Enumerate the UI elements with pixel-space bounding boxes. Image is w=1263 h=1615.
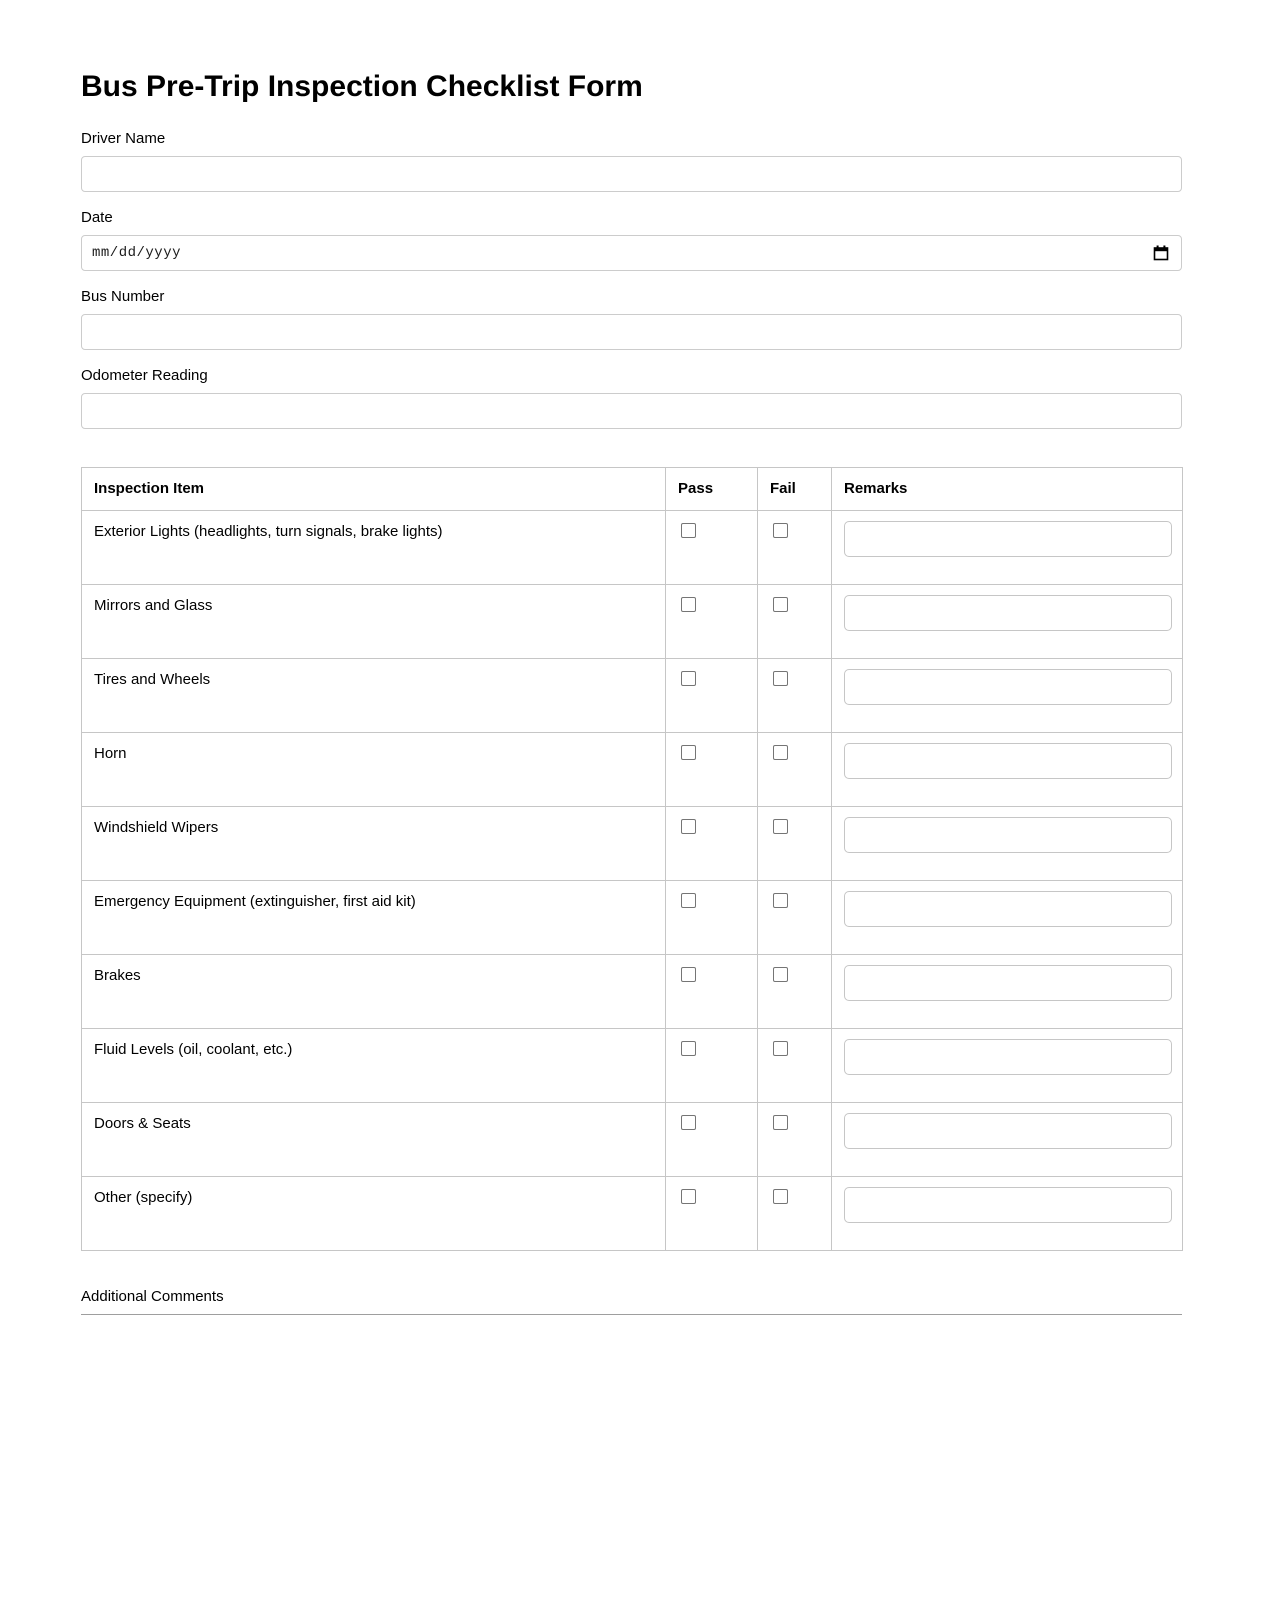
table-row <box>82 659 1183 733</box>
additional-comments-label: Additional Comments <box>81 1288 224 1305</box>
pass-checkbox-cell <box>666 659 758 733</box>
pass-checkbox[interactable] <box>681 967 696 982</box>
inspection-item-label: Brakes <box>82 955 666 1029</box>
fail-checkbox-cell <box>758 807 832 881</box>
date-placeholder: mm/dd/yyyy <box>92 245 182 261</box>
remarks-cell <box>832 659 1183 733</box>
fail-checkbox-cell <box>758 955 832 1029</box>
table-row <box>82 1177 1183 1251</box>
table-row <box>82 1103 1183 1177</box>
inspection-item-label: Mirrors and Glass <box>82 585 666 659</box>
odometer-reading-input[interactable] <box>81 393 1182 429</box>
fail-checkbox-cell <box>758 1177 832 1251</box>
remarks-input[interactable] <box>844 595 1172 631</box>
bus-number-label: Bus Number <box>81 288 165 305</box>
fail-checkbox[interactable] <box>773 967 788 982</box>
remarks-cell <box>832 511 1183 585</box>
fail-checkbox[interactable] <box>773 1189 788 1204</box>
inspection-item-label: Windshield Wipers <box>82 807 666 881</box>
inspection-item-label: Doors & Seats <box>82 1103 666 1177</box>
inspection-item-label: Emergency Equipment (extinguisher, first aid kit) <box>82 881 666 955</box>
remarks-input[interactable] <box>844 965 1172 1001</box>
pass-checkbox[interactable] <box>681 1041 696 1056</box>
inspection-item-label: Other (specify) <box>82 1177 666 1251</box>
pass-checkbox-cell <box>666 807 758 881</box>
fail-checkbox[interactable] <box>773 745 788 760</box>
fail-checkbox[interactable] <box>773 671 788 686</box>
column-header-pass: Pass <box>666 468 758 511</box>
pass-checkbox[interactable] <box>681 597 696 612</box>
fail-checkbox[interactable] <box>773 893 788 908</box>
table-row <box>82 511 1183 585</box>
pass-checkbox[interactable] <box>681 1115 696 1130</box>
inspection-item-label: Horn <box>82 733 666 807</box>
odometer-reading-field <box>81 367 1182 429</box>
fail-checkbox[interactable] <box>773 597 788 612</box>
remarks-cell <box>832 733 1183 807</box>
table-row <box>82 733 1183 807</box>
fail-checkbox[interactable] <box>773 523 788 538</box>
pass-checkbox[interactable] <box>681 1189 696 1204</box>
table-row <box>82 807 1183 881</box>
fail-checkbox-cell <box>758 1029 832 1103</box>
remarks-cell <box>832 1103 1183 1177</box>
pass-checkbox-cell <box>666 1177 758 1251</box>
remarks-input[interactable] <box>844 891 1172 927</box>
remarks-input[interactable] <box>844 1113 1172 1149</box>
form-page <box>81 0 1182 1315</box>
pass-checkbox-cell <box>666 881 758 955</box>
pass-checkbox-cell <box>666 1103 758 1177</box>
date-label: Date <box>81 209 113 226</box>
remarks-input[interactable] <box>844 521 1172 557</box>
column-header-remarks: Remarks <box>832 468 1183 511</box>
fail-checkbox[interactable] <box>773 819 788 834</box>
table-row <box>82 585 1183 659</box>
fail-checkbox[interactable] <box>773 1041 788 1056</box>
fail-checkbox-cell <box>758 1103 832 1177</box>
table-header-row <box>82 468 1183 511</box>
inspection-item-label: Fluid Levels (oil, coolant, etc.) <box>82 1029 666 1103</box>
inspection-item-label: Tires and Wheels <box>82 659 666 733</box>
inspection-table <box>81 467 1183 1251</box>
remarks-cell <box>832 807 1183 881</box>
pass-checkbox-cell <box>666 585 758 659</box>
fail-checkbox-cell <box>758 733 832 807</box>
remarks-input[interactable] <box>844 1039 1172 1075</box>
remarks-cell <box>832 881 1183 955</box>
pass-checkbox[interactable] <box>681 893 696 908</box>
pass-checkbox[interactable] <box>681 745 696 760</box>
bus-number-field <box>81 288 1182 350</box>
pass-checkbox-cell <box>666 511 758 585</box>
inspection-table-body <box>82 511 1183 1251</box>
additional-comments-input[interactable] <box>81 1306 1182 1315</box>
pass-checkbox-cell <box>666 1029 758 1103</box>
page-title: Bus Pre-Trip Inspection Checklist Form <box>81 70 643 103</box>
pass-checkbox-cell <box>666 733 758 807</box>
remarks-cell <box>832 585 1183 659</box>
pass-checkbox[interactable] <box>681 819 696 834</box>
remarks-cell <box>832 955 1183 1029</box>
inspection-item-label: Exterior Lights (headlights, turn signals, brake lights) <box>82 511 666 585</box>
table-row <box>82 1029 1183 1103</box>
pass-checkbox[interactable] <box>681 523 696 538</box>
remarks-input[interactable] <box>844 1187 1172 1223</box>
fail-checkbox-cell <box>758 585 832 659</box>
remarks-cell <box>832 1177 1183 1251</box>
date-field <box>81 209 1182 271</box>
column-header-fail: Fail <box>758 468 832 511</box>
driver-name-field <box>81 130 1182 192</box>
fail-checkbox-cell <box>758 511 832 585</box>
remarks-input[interactable] <box>844 743 1172 779</box>
date-input[interactable] <box>81 235 1182 271</box>
column-header-inspection-item: Inspection Item <box>82 468 666 511</box>
fail-checkbox[interactable] <box>773 1115 788 1130</box>
calendar-icon[interactable] <box>1153 245 1169 261</box>
remarks-input[interactable] <box>844 817 1172 853</box>
bus-number-input[interactable] <box>81 314 1182 350</box>
remarks-cell <box>832 1029 1183 1103</box>
table-row <box>82 955 1183 1029</box>
fail-checkbox-cell <box>758 659 832 733</box>
table-row <box>82 881 1183 955</box>
odometer-reading-label: Odometer Reading <box>81 367 208 384</box>
pass-checkbox-cell <box>666 955 758 1029</box>
fail-checkbox-cell <box>758 881 832 955</box>
driver-name-input[interactable] <box>81 156 1182 192</box>
pass-checkbox[interactable] <box>681 671 696 686</box>
remarks-input[interactable] <box>844 669 1172 705</box>
driver-name-label: Driver Name <box>81 130 166 147</box>
